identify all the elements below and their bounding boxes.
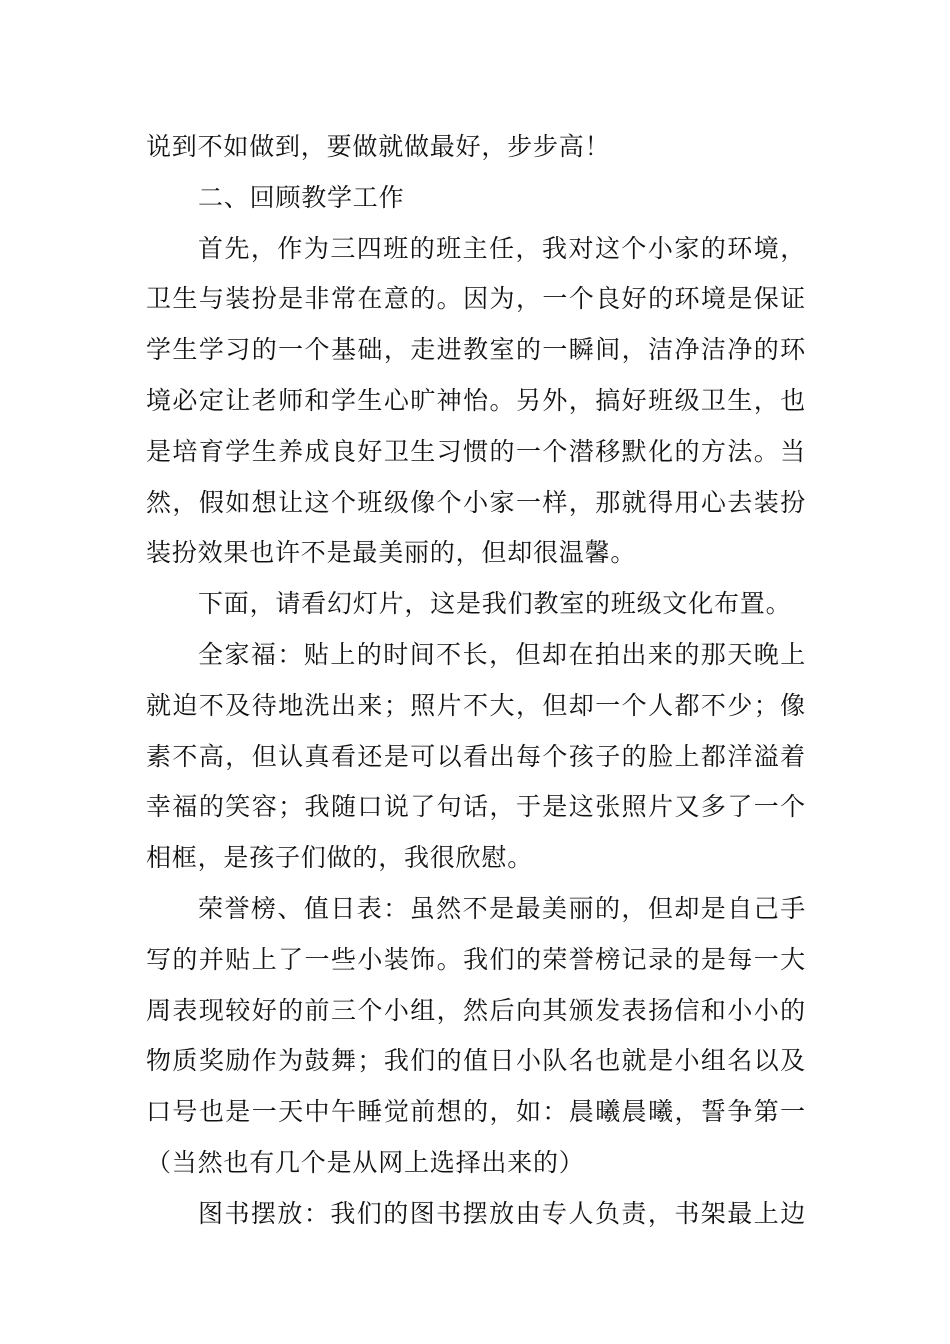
text-line: 素不高，但认真看还是可以看出每个孩子的脸上都洋溢着 bbox=[146, 741, 806, 771]
text-line: 图书摆放：我们的图书摆放由专人负责，书架最上边 bbox=[198, 1198, 806, 1228]
text-line: 写的并贴上了一些小装饰。我们的荣誉榜记录的是每一大 bbox=[146, 944, 806, 974]
text-line: （当然也有几个是从网上选择出来的） bbox=[146, 1147, 585, 1177]
text-line: 首先，作为三四班的班主任，我对这个小家的环境， bbox=[198, 233, 806, 263]
text-line: 下面，请看幻灯片，这是我们教室的班级文化布置。 bbox=[198, 589, 792, 619]
text-line: 全家福：贴上的时间不长，但却在拍出来的那天晚上 bbox=[198, 639, 806, 669]
text-line: 二、回顾教学工作 bbox=[198, 182, 405, 212]
text-line: 荣誉榜、值日表：虽然不是最美丽的，但却是自己手 bbox=[198, 893, 806, 923]
body-text bbox=[146, 122, 806, 1240]
text-line: 物质奖励作为鼓舞；我们的值日小队名也就是小组名以及 bbox=[146, 1046, 806, 1076]
text-line: 学生学习的一个基础，走进教室的一瞬间，洁净洁净的环 bbox=[146, 335, 806, 365]
text-line: 幸福的笑容；我随口说了句话，于是这张照片又多了一个 bbox=[146, 792, 806, 822]
text-line: 卫生与装扮是非常在意的。因为，一个良好的环境是保证 bbox=[146, 284, 806, 314]
text-line: 境必定让老师和学生心旷神怡。另外，搞好班级卫生，也 bbox=[146, 385, 806, 415]
text-line: 相框，是孩子们做的，我很欣慰。 bbox=[146, 843, 534, 873]
text-line: 说到不如做到，要做就做最好，步步高！ bbox=[146, 132, 611, 161]
text-line: 然，假如想让这个班级像个小家一样，那就得用心去装扮 bbox=[146, 487, 806, 517]
text-line: 口号也是一天中午睡觉前想的，如：晨曦晨曦，誓争第一 bbox=[146, 1097, 806, 1127]
text-line: 周表现较好的前三个小组，然后向其颁发表扬信和小小的 bbox=[146, 995, 806, 1025]
text-line: 就迫不及待地洗出来；照片不大，但却一个人都不少；像 bbox=[146, 690, 806, 720]
text-line: 装扮效果也许不是最美丽的，但却很温馨。 bbox=[146, 538, 637, 568]
text-line: 是培育学生养成良好卫生习惯的一个潜移默化的方法。当 bbox=[146, 436, 806, 466]
